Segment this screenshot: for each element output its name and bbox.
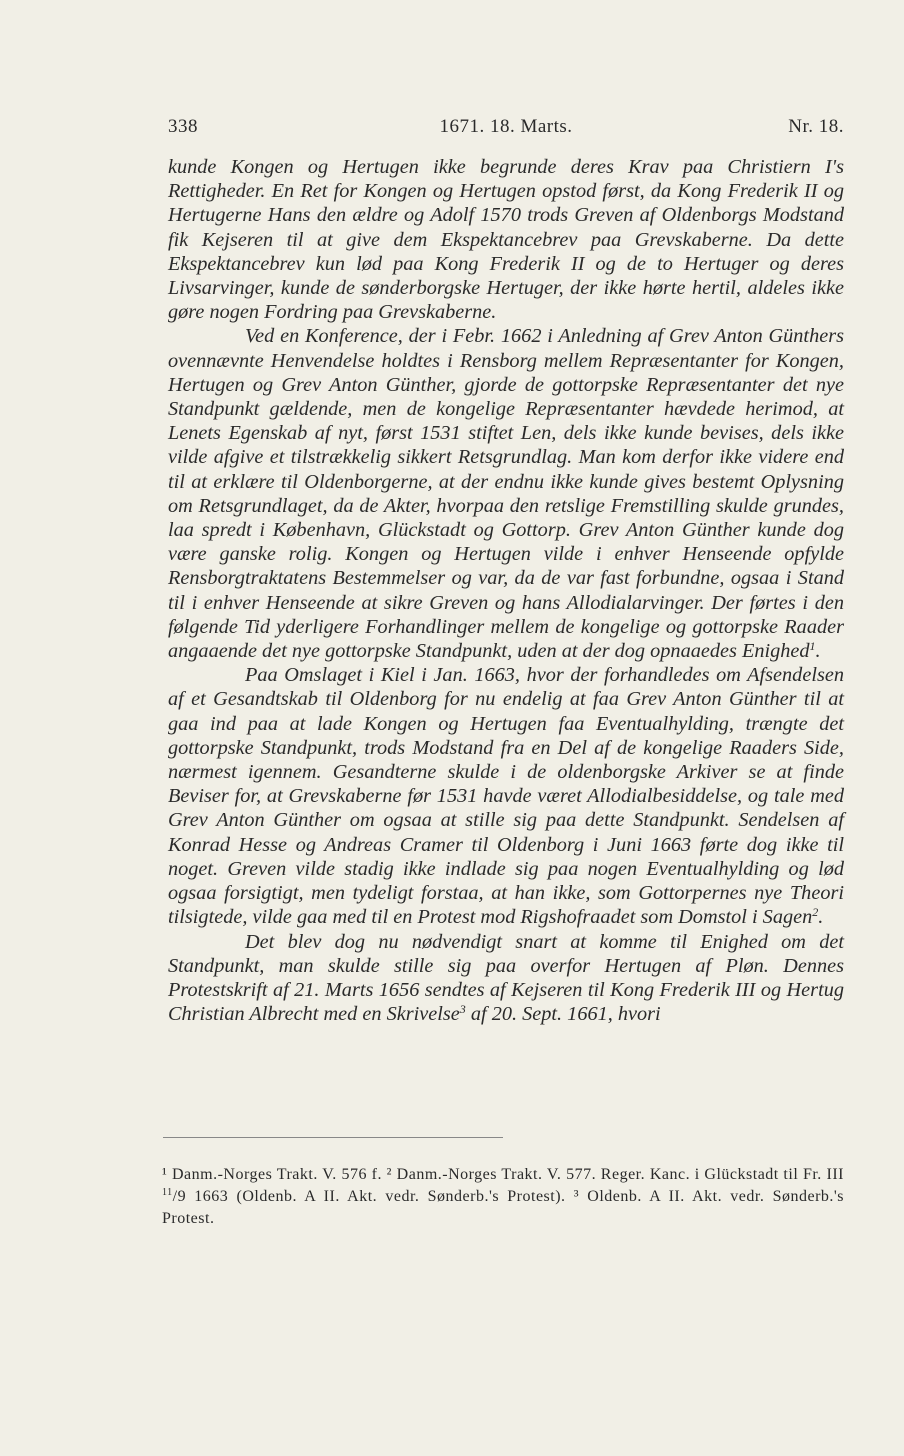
document-number: Nr. 18. [788,116,844,137]
paragraph [168,663,844,929]
text-run: /9 1663 (Oldenb. A II. Akt. vedr. Sønderb.'s Protest). ³ Oldenb. A II. Akt. vedr. Sønderb.'s Protest. [162,1188,844,1227]
text-run: Det blev dog nu nødvendigt snart at komme til Enighed om det Standpunkt, man skulde stille sig paa overfor Hertugen af Pløn. Dennes Protestskrift af 21. Marts 1656 sendtes af Kejseren til Kong Frederik III og Hertug Christian Albrecht med en Skrivelse [168,930,844,1026]
page-number: 338 [168,116,198,137]
paragraph [168,155,844,324]
footnotes [162,1164,844,1230]
footnote-text [162,1164,844,1230]
paragraph [168,930,844,1027]
footnote-reference: 3 [459,1002,466,1017]
text-run: . [815,640,821,663]
page-header [168,116,844,140]
text-run: Ved en Konference, der i Febr. 1662 i Anledning af Grev Anton Günthers ovennævnte Henvendelse holdtes i Rensborg mellem Repræsentanter for Kongen, Hertugen og Grev Anton Günther, gjorde de gottorpske Repræsentanter det nye Standpunkt gældende, men de kongelige Repræsentanter hævdede herimod, at Lenets Egenskab af nyt, først 1531 stiftet Len, dels ikke kunde bevises, dels ikke vilde afgive et tilstrækkelig sikkert Retsgrundlag. Man kom derfor ikke videre end til at erklære til Oldenborgerne, at der endnu ikke kunde gives bestemt Oplysning om Retsgrundlaget, da de Akter, hvorpaa den retslige Fremstilling skulde grundes, laa spredt i København, Glückstadt og Gottorp. Grev Anton Günther kunde dog være ganske rolig. Kongen og Hertugen vilde i enhver Henseende opfylde Rensborgtraktatens Bestemmelser og var, da de var fast forbundne, ogsaa i Stand til i enhver Henseende at sikre Greven og hans Allodialarvinger. Der førtes i den følgende Tid yderligere Forhandlinger mellem de kongelige og gottorpske Raader angaaende det nye gottorpske Standpunkt, uden at der dog opnaaedes Enighed [168,325,844,663]
footnote-divider [163,1137,503,1138]
body-text [168,155,844,1026]
paragraph [168,324,844,663]
header-date-title: 1671. 18. Marts. [439,116,573,137]
text-run: . [818,906,824,929]
text-run: ¹ Danm.-Norges Trakt. V. 576 f. ² Danm.-Norges Trakt. V. 577. Reger. Kanc. i Glückstadt til Fr. III [162,1166,844,1183]
footnote-reference: 11 [162,1187,173,1198]
text-run: af 20. Sept. 1661, hvori [465,1003,661,1026]
text-run: kunde Kongen og Hertugen ikke begrunde deres Krav paa Christiern I's Rettigheder. En Ret for Kongen og Hertugen opstod først, da Kong Frederik II og Hertugerne Hans den ældre og Adolf 1570 trods Greven af Oldenborgs Modstand fik Kejseren til at give dem Ekspektancebrev paa Grevskaberne. Da dette Ekspektancebrev kun lød paa Kong Frederik II og de to Hertuger og deres Livsarvinger, kunde de sønderborgske Hertuger, der ikke hørte hertil, aldeles ikke gøre nogen Fordring paa Grevskaberne. [168,156,844,324]
footnote-reference: 2 [812,905,819,920]
footnote-reference: 1 [809,639,816,654]
text-run: Paa Omslaget i Kiel i Jan. 1663, hvor der forhandledes om Afsendelsen af et Gesandtskab til Oldenborg for nu endelig at faa Grev Anton Günther til at gaa ind paa at lade Kongen og Hertugen faa Eventualhylding, trængte det gottorpske Standpunkt, trods Modstand fra en Del af de kongelige Raaders Side, nærmest igennem. Gesandterne skulde i de oldenborgske Arkiver se at finde Beviser for, at Grevskaberne før 1531 havde været Allodialbesiddelse, og tale med Grev Anton Günther om ogsaa at stille sig paa dette Standpunkt. Sendelsen af Konrad Hesse og Andreas Cramer til Oldenborg i Juni 1663 førte dog ikke til noget. Greven vilde stadig ikke indlade sig paa nogen Eventualhylding og lød ogsaa forsigtigt, men tydeligt forstaa, at han ikke, som Gottorpernes nye Theori tilsigtede, vilde gaa med til en Protest mod Rigshofraadet som Domstol i Sagen [168,664,844,929]
